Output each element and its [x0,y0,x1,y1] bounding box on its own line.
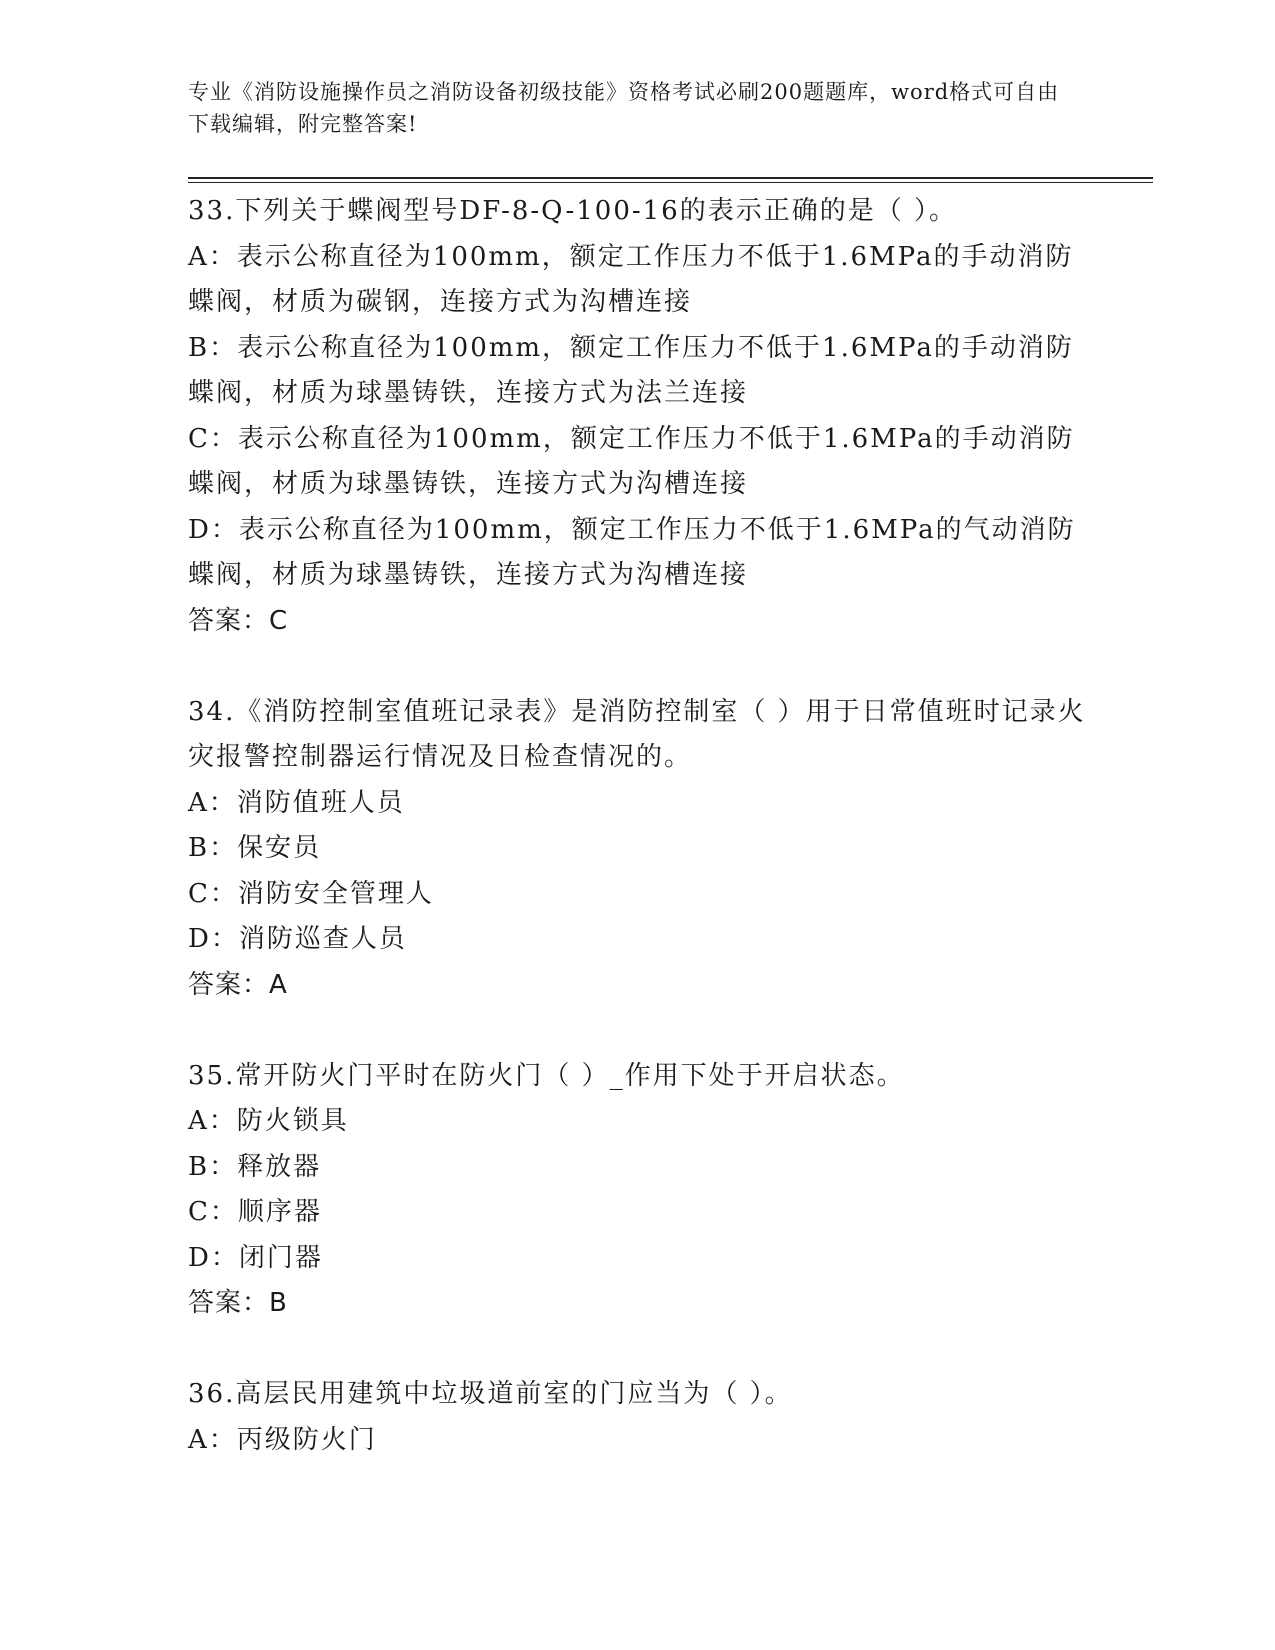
option-b: B：释放器 [188,1151,322,1182]
option-c: C：表示公称直径为100mm，额定工作压力不低于1.6MPa的手动消防蝶阀，材质为球墨铸铁，连接方式为沟槽连接 [188,423,1075,499]
question-list [188,189,1088,1463]
option-b: B：表示公称直径为100mm，额定工作压力不低于1.6MPa的手动消防蝶阀，材质为球墨铸铁，连接方式为法兰连接 [188,332,1074,408]
question-34 [188,690,1088,1009]
option-d: D：表示公称直径为100mm，额定工作压力不低于1.6MPa的气动消防蝶阀，材质为球墨铸铁，连接方式为沟槽连接 [188,514,1076,590]
question-stem: 34.《消防控制室值班记录表》是消防控制室（ ）用于日常值班时记录火灾报警控制器运行情况及日检查情况的。 [188,696,1086,772]
option-a: A：消防值班人员 [188,787,405,818]
header-rule-thick [188,177,1153,179]
option-b: B：保安员 [188,833,322,863]
option-c: C：顺序器 [188,1197,322,1227]
option-d: D：闭门器 [188,1242,323,1273]
option-a: A：表示公称直径为100mm，额定工作压力不低于1.6MPa的手动消防蝶阀，材质为碳钢，连接方式为沟槽连接 [188,241,1074,317]
option-a: A：防火锁具 [188,1106,349,1136]
question-stem: 35.常开防火门平时在防火门（ ）_作用下处于开启状态。 [188,1060,905,1091]
document-header: 专业《消防设施操作员之消防设备初级技能》资格考试必刷200题题库，word格式可自由下载编辑，附完整答案! [188,80,1060,136]
question-36 [188,1372,1088,1463]
question-stem: 33.下列关于蝶阀型号DF-8-Q-100-16的表示正确的是（ ）。 [188,196,957,226]
option-a: A：丙级防火门 [188,1424,377,1455]
answer: 答案：B [188,1288,288,1318]
answer: 答案：C [188,605,289,636]
option-d: D：消防巡查人员 [188,924,407,954]
question-stem: 36.高层民用建筑中垃圾道前室的门应当为（ ）。 [188,1379,793,1409]
question-33 [188,189,1088,644]
header-rule-thin [188,182,1153,183]
answer: 答案：A [188,969,288,1000]
question-35 [188,1054,1088,1327]
option-c: C：消防安全管理人 [188,878,434,909]
